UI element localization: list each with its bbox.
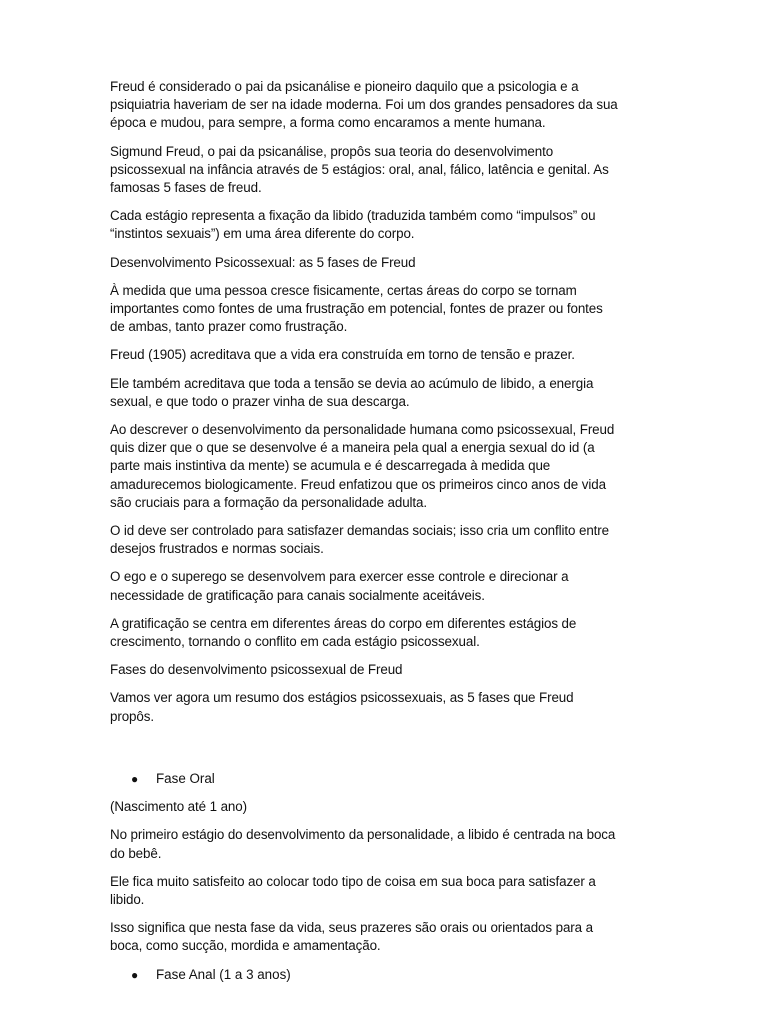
bullet-item-anal [110,966,618,984]
section-heading: Fases do desenvolvimento psicossexual de Freud [110,662,403,678]
section-heading: Desenvolvimento Psicossexual: as 5 fases de Freud [110,254,416,270]
body-paragraph: Ele fica muito satisfeito ao colocar todo tipo de coisa em sua boca para satisfazer a libido. [110,873,596,907]
theory-paragraph: Sigmund Freud, o pai da psicanálise, propôs sua teoria do desenvolvimento psicossexual na infância através de 5 estágios: oral, anal, fálico, latência e genital. As famosas 5 fases de freud. [110,143,609,196]
body-paragraph: Isso significa que nesta fase da vida, seus prazeres são orais ou orientados para a boca, como sucção, mordida e amamentação. [110,920,593,954]
bullet-icon: ● [131,967,139,982]
intro-paragraph: Freud é considerado o pai da psicanálise e pioneiro daquilo que a psicologia e a psiquiatria haveriam de ser na idade moderna. Foi um dos grandes pensadores da sua época e mudou, para sempre, a forma como encaramos a mente humana. [110,79,618,131]
body-paragraph: A gratificação se centra em diferentes áreas do corpo em diferentes estágios de crescimento, tornando o conflito em cada estágio psicossexual. [110,615,577,650]
body-paragraph: O id deve ser controlado para satisfazer demandas sociais; isso cria um conflito entre desejos frustrados e normas sociais. [110,523,610,557]
libido-paragraph: Cada estágio representa a fixação da libido (traduzida também como “impulsos” ou “instintos sexuais”) em uma área diferente do corpo. [110,208,596,242]
body-paragraph: Vamos ver agora um resumo dos estágios psicossexuais, as 5 fases que Freud propôs. [110,690,574,724]
body-paragraph: Ao descrever o desenvolvimento da personalidade humana como psicossexual, Freud quis dizer que o que se desenvolve é a maneira pela qual a energia sexual do id (a parte mais instintiva da mente) se acumula e é descarregada à medida que amadurecemos biologicamente. Freud enfatizou que os primeiros cinco anos de vida são cruciais para a formação da personalidade adulta. [110,422,615,510]
body-paragraph: À medida que uma pessoa cresce fisicamente, certas áreas do corpo se tornam importantes como fontes de uma frustração em potencial, fontes de prazer ou fontes de ambas, tanto prazer como frustração. [110,282,603,335]
blank-space [110,736,618,770]
age-range: (Nascimento até 1 ano) [110,799,247,815]
bullet-item-oral [110,770,618,788]
body-paragraph: Ele também acreditava que toda a tensão se devia ao acúmulo de libido, a energia sexual, e que todo o prazer vinha de sua descarga. [110,375,594,409]
body-paragraph: O ego e o superego se desenvolvem para exercer esse controle e direcionar a necessidade de gratificação para canais socialmente aceitáveis. [110,569,569,603]
bullet-label: Fase Anal (1 a 3 anos) [156,966,291,982]
body-paragraph: Freud (1905) acreditava que a vida era construída em torno de tensão e prazer. [110,347,575,363]
body-paragraph: No primeiro estágio do desenvolvimento da personalidade, a libido é centrada na boca do bebê. [110,827,616,861]
bullet-icon: ● [131,771,139,786]
bullet-label: Fase Oral [156,770,215,786]
